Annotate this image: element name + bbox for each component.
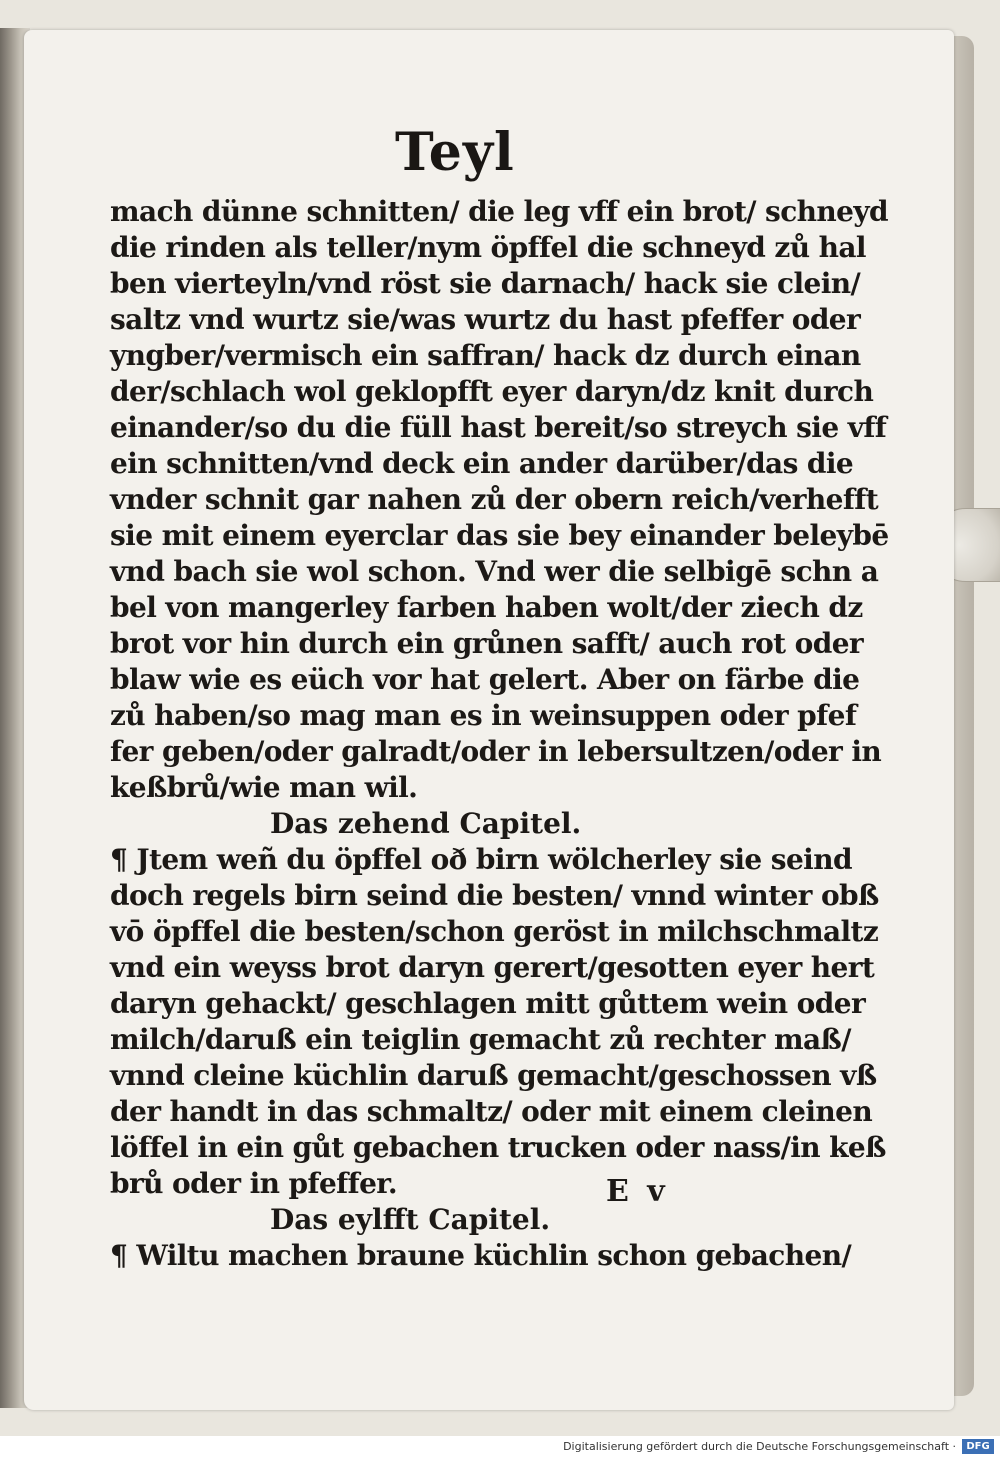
text-line: saltz vnd wurtz sie/was wurtz du hast pfeffer oder (110, 303, 861, 336)
footer-bar (0, 1436, 1000, 1458)
text-line: blaw wie es eüch vor hat gelert. Aber on färbe die (110, 663, 860, 696)
text-line: keßbrů/wie man wil. (110, 771, 418, 804)
text-line: ¶ Jtem weñ du öpffel oð birn wölcherley sie seind (110, 843, 852, 876)
text-line: bel von mangerley farben haben wolt/der ziech dz (110, 591, 863, 624)
text-line: yngber/vermisch ein saffran/ hack dz durch einan (110, 339, 861, 372)
text-line: löffel in ein gůt gebachen trucken oder nass/in keß (110, 1131, 886, 1164)
text-line: daryn gehackt/ geschlagen mitt gůttem wein oder (110, 987, 866, 1020)
text-line: milch/daruß ein teiglin gemacht zů rechter maß/ (110, 1023, 851, 1056)
text-line: vnnd cleine küchlin daruß gemacht/geschossen vß (110, 1059, 877, 1092)
chapter-heading-11: Das eylfft Capitel. (270, 1203, 551, 1236)
running-head: Teyl (395, 122, 515, 183)
text-line: mach dünne schnitten/ die leg vff ein brot/ schneyd (110, 195, 889, 228)
text-line: ein schnitten/vnd deck ein ander darüber/das die (110, 447, 854, 480)
funding-credit: Digitalisierung gefördert durch die Deutsche Forschungsgemeinschaft · (563, 1440, 956, 1453)
text-line: fer geben/oder galradt/oder in lebersultzen/oder in (110, 735, 882, 768)
signature-mark: E v (606, 1174, 669, 1209)
text-line: vnd ein weyss brot daryn gerert/gesotten eyer hert (110, 951, 875, 984)
text-line: der handt in das schmaltz/ oder mit einem cleinen (110, 1095, 873, 1128)
text-line: brot vor hin durch ein grůnen safft/ auch rot oder (110, 627, 864, 660)
dfg-logo-icon: DFG (962, 1439, 994, 1454)
text-line: ¶ Wiltu machen braune küchlin schon gebachen/ (110, 1239, 852, 1272)
text-line: die rinden als teller/nym öpffel die schneyd zů hal (110, 231, 866, 264)
text-line: doch regels birn seind die besten/ vnnd winter obß (110, 879, 879, 912)
text-line: vnder schnit gar nahen zů der obern reich/verhefft (110, 483, 879, 516)
text-line: zů haben/so mag man es in weinsuppen oder pfef (110, 699, 857, 732)
text-line: vnd bach sie wol schon. Vnd wer die selbigē schn a (110, 555, 879, 588)
text-line: einander/so du die füll hast bereit/so streych sie vff (110, 411, 887, 444)
text-line: sie mit einem eyerclar das sie bey einander beleybē (110, 519, 889, 552)
text-line: der/schlach wol geklopfft eyer daryn/dz knit durch (110, 375, 874, 408)
text-line: brů oder in pfeffer. (110, 1167, 398, 1200)
chapter-heading-10: Das zehend Capitel. (270, 807, 582, 840)
text-line: ben vierteyln/vnd röst sie darnach/ hack sie clein/ (110, 267, 861, 300)
text-line: vō öpffel die besten/schon geröst in milchschmaltz (110, 915, 879, 948)
